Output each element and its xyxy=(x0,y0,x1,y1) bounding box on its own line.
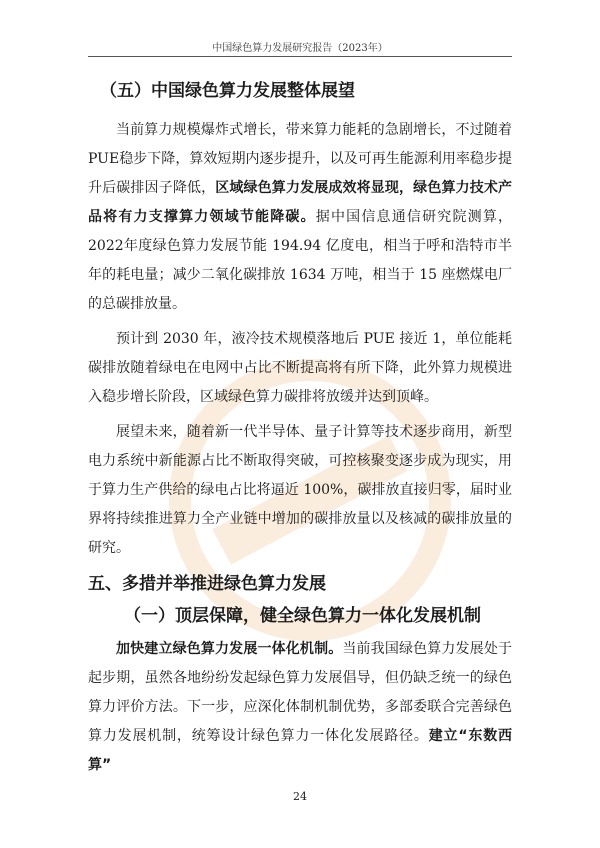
subsection-heading-5: （五）中国绿色算力发展整体展望 xyxy=(100,81,355,101)
page-number: 24 xyxy=(293,790,307,803)
paragraph-text: 当前我国绿色算力发展处于起步期，虽然各地纷纷发起绿色算力发展倡导，但仍缺乏统一的绿色算力评价方法。下一步，应深化体制机制优势，多部委联合完善绿色算力发展机制，统筹设计绿色算力一体化发展路径。 xyxy=(88,641,513,744)
paragraph-outlook-3: 展望未来，随着新一代半导体、量子计算等技术逐步商用，新型电力系统中新能源占比不断取得突破，可控核聚变逐步成为现实，用于算力生产供给的绿电占比将逼近 100%，碳排放直接归零，届时业界将持续推进算力全产业链中增加的碳排放量以及核减的碳排放量的研究。 xyxy=(88,424,512,556)
running-header: 中国绿色算力发展研究报告（2023年） xyxy=(212,43,388,54)
paragraph-emphasis: 区域绿色算力发展成效将显现，绿色算力技术产品将有力支撑算力领域节能降碳。 xyxy=(88,180,513,225)
paragraph-emphasis: 建立“东数西算” xyxy=(88,728,513,773)
header-divider xyxy=(88,56,512,57)
paragraph-text: 据中国信息通信研究院测算，2022年度绿色算力发展节能 194.94 亿度电，相当于呼和浩特市半年的耗电量；减少二氧化碳排放 1634 万吨，相当于 15 座燃煤电厂的总碳排放量。 xyxy=(88,209,513,312)
section-heading-5: 五、多措并举推进绿色算力发展 xyxy=(88,574,326,594)
paragraph-outlook-2: 预计到 2030 年，液冷技术规模落地后 PUE 接近 1，单位能耗碳排放随着绿电在电网中占比不断提高将有所下降，此外算力规模进入稳步增长阶段，区域绿色算力碳排将放缓并达到顶峰。 xyxy=(88,331,512,405)
page-body xyxy=(88,72,512,786)
paragraph-text: 当前算力规模爆炸式增长，带来算力能耗的急剧增长，不过随着PUE稳步下降，算效短期内逐步提升，以及可再生能源利用率稳步提升后碳排因子降低， xyxy=(88,122,512,196)
paragraph-mechanism-1 xyxy=(88,635,512,780)
subsection-heading-1: （一）顶层保障，健全绿色算力一体化发展机制 xyxy=(124,606,481,626)
paragraph-emphasis: 加快建立绿色算力发展一体化机制。 xyxy=(116,641,343,657)
paragraph-outlook-1 xyxy=(88,116,512,319)
